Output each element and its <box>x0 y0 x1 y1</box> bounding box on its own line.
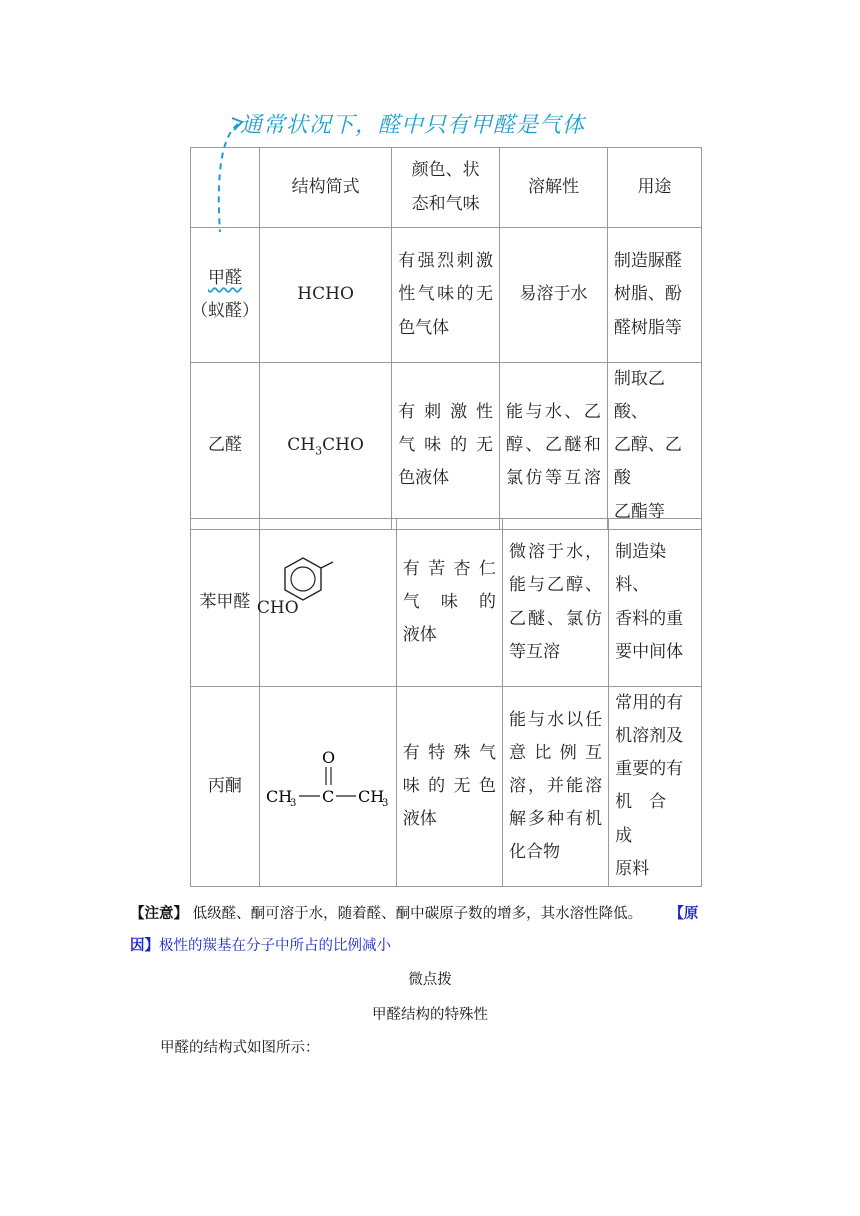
formaldehyde-use-line1: 制造脲醛 <box>613 251 682 272</box>
acetaldehyde-formula-cho: CHO <box>322 435 364 456</box>
acetaldehyde-use <box>607 363 701 530</box>
header-properties-line2: 态和气味 <box>411 193 480 214</box>
benzaldehyde-use-line2: 香料的重 <box>615 608 684 629</box>
header-cell-solubility: 溶解性 <box>500 148 608 228</box>
benzaldehyde-cho: CHO <box>256 598 299 618</box>
formaldehyde-properties <box>392 228 500 363</box>
benzaldehyde-properties <box>396 519 502 687</box>
acetone-sol-line1: 能与水以任 <box>508 709 603 730</box>
acetone-properties <box>396 687 502 887</box>
header-cell-use: 用途 <box>607 148 701 228</box>
acetone-use <box>609 687 702 887</box>
acetone-use-line3: 重要的有 <box>615 759 684 780</box>
header-cell-name <box>191 148 260 228</box>
note-paragraph <box>130 898 730 962</box>
formaldehyde-solubility: 易溶于水 <box>500 228 608 363</box>
acetone-structure <box>259 687 396 887</box>
benzaldehyde-sol-line4: 等互溶 <box>508 641 560 662</box>
acetone-sub-right: 3 <box>381 798 389 810</box>
acetone-solubility <box>502 687 608 887</box>
acetone-name: 丙酮 <box>191 687 260 887</box>
benzaldehyde-prop-line1: 有苦杏仁 <box>402 558 496 579</box>
acetone-carbon: C <box>321 787 335 807</box>
acetone-sol-line4: 解多种有机 <box>508 808 603 829</box>
acetaldehyde-sol-line3: 氯仿等互溶 <box>506 468 601 489</box>
table-header-row <box>191 148 702 228</box>
aldehyde-table-part2 <box>190 518 702 887</box>
aldehyde-table-part1 <box>190 147 702 530</box>
formaldehyde-use-line3: 醛树脂等 <box>613 317 682 338</box>
acetaldehyde-formula <box>260 363 392 530</box>
formaldehyde-use <box>607 228 701 363</box>
acetone-sol-line5: 化合物 <box>508 842 560 863</box>
handwritten-annotation: 通常状况下，醛中只有甲醛是气体 <box>240 113 586 138</box>
benzaldehyde-use-line3: 要中间体 <box>615 641 684 662</box>
benzaldehyde-name: 苯甲醛 <box>191 519 260 687</box>
formaldehyde-formula: HCHO <box>260 228 392 363</box>
table-row-acetone <box>191 687 702 887</box>
header-cell-formula: 结构简式 <box>260 148 392 228</box>
acetone-prop-line3: 液体 <box>402 808 437 829</box>
acetone-ch-left: CH <box>265 787 292 807</box>
formaldehyde-name-cell <box>191 228 260 363</box>
table-row-acetaldehyde <box>191 363 702 530</box>
acetaldehyde-prop-line1: 有刺激性 <box>398 402 494 423</box>
formaldehyde-alias: （蚁醛） <box>191 301 259 321</box>
benzaldehyde-solubility <box>502 519 608 687</box>
acetaldehyde-prop-line3: 色液体 <box>398 468 450 489</box>
benzaldehyde-use <box>609 519 702 687</box>
acetaldehyde-sol-line1: 能与水、乙 <box>506 402 601 423</box>
acetaldehyde-solubility <box>500 363 608 530</box>
acetone-sol-line2: 意比例互 <box>508 742 603 763</box>
acetone-sol-line3: 溶，并能溶 <box>508 775 603 796</box>
reason-label-part2: 因】 <box>130 938 159 954</box>
note-text: 低级醛、酮可溶于水，随着醛、酮中碳原子数的增多，其水溶性降低。 <box>192 906 643 922</box>
table-row-benzaldehyde <box>191 519 702 687</box>
acetone-sub-left: 3 <box>289 798 297 810</box>
formaldehyde-prop-line1: 有强烈刺激 <box>398 251 494 272</box>
benzaldehyde-use-line1: 制造染料、 <box>615 542 667 596</box>
benzaldehyde-prop-line3: 液体 <box>402 625 437 646</box>
benzaldehyde-sol-line3: 乙醚、氯仿 <box>508 608 603 629</box>
acetaldehyde-prop-line2: 气味的无 <box>398 435 494 456</box>
acetaldehyde-use-line3: 乙酯等 <box>613 501 665 522</box>
acetaldehyde-sol-line2: 醇、乙醚和 <box>506 435 601 456</box>
header-cell-properties <box>392 148 500 228</box>
acetaldehyde-use-line2: 乙醇、乙酸 <box>613 435 682 489</box>
acetone-use-line2: 机溶剂及 <box>615 726 684 747</box>
formaldehyde-prop-line2: 性气味的无 <box>398 284 494 305</box>
acetaldehyde-formula-ch: CH <box>287 435 316 456</box>
acetone-oxygen: O <box>321 748 335 768</box>
table-row-formaldehyde <box>191 228 702 363</box>
header-properties-line1: 颜色、状 <box>411 160 480 181</box>
acetaldehyde-formula-sub: 3 <box>315 444 323 458</box>
acetaldehyde-name: 乙醛 <box>191 363 260 530</box>
acetone-structure-diagram <box>266 745 390 815</box>
body-paragraph: 甲醛的结构式如图所示： <box>160 1040 320 1056</box>
note-label: 【注意】 <box>130 906 188 922</box>
acetaldehyde-properties <box>392 363 500 530</box>
formaldehyde-name: 甲醛 <box>208 267 242 288</box>
reason-text: 极性的羰基在分子中所占的比例减小 <box>159 938 391 954</box>
reason-label-part1: 【原 <box>669 906 699 922</box>
acetone-use-line5: 原料 <box>615 858 650 879</box>
acetone-prop-line1: 有特殊气 <box>402 742 496 763</box>
acetone-ch-right: CH <box>357 787 384 807</box>
formaldehyde-use-line2: 树脂、酚 <box>613 284 682 305</box>
benzaldehyde-sol-line1: 微溶于水， <box>508 542 603 563</box>
benzaldehyde-sol-line2: 能与乙醇、 <box>508 575 603 596</box>
acetone-prop-line2: 味的无色 <box>402 775 496 796</box>
section-subtitle: 甲醛结构的特殊性 <box>372 1007 488 1023</box>
acetone-use-line1: 常用的有 <box>615 693 684 713</box>
formaldehyde-prop-line3: 色气体 <box>398 317 450 338</box>
acetaldehyde-use-line1: 制取乙酸、 <box>613 369 665 423</box>
benzaldehyde-structure <box>256 519 396 687</box>
section-title: 微点拨 <box>408 972 452 988</box>
benzaldehyde-prop-line2: 气 味 的 <box>402 591 496 612</box>
acetone-use-line4: 机 合 成 <box>615 792 684 846</box>
